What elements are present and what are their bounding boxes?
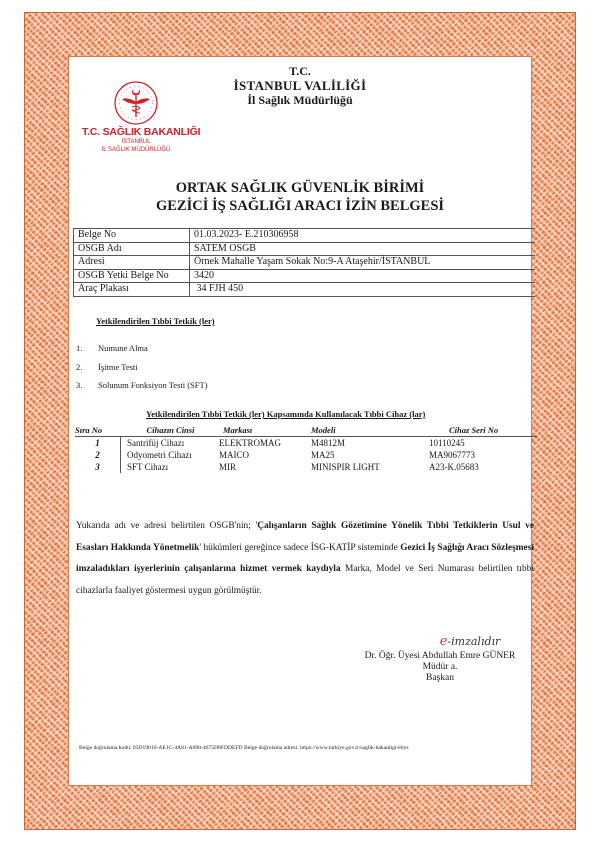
header-directorate: İl Sağlık Müdürlüğü xyxy=(247,93,353,107)
approval-paragraph xyxy=(76,516,534,602)
list-label: Numune Alma xyxy=(98,343,148,353)
device-model: M4812M xyxy=(311,438,346,448)
device-model: MA25 xyxy=(311,450,335,460)
list-number: 1. xyxy=(76,343,83,353)
e-signature-mark xyxy=(390,636,550,647)
header-tc: T.C. xyxy=(289,64,311,78)
info-label: Adresi xyxy=(74,256,190,270)
list-item xyxy=(76,339,208,358)
device-serial: A23-K.05683 xyxy=(429,462,479,472)
column-header: Cihaz Seri No xyxy=(429,424,537,437)
table-row xyxy=(74,269,536,283)
tests-list xyxy=(76,339,208,395)
table-row xyxy=(74,242,536,256)
info-value: 3420 xyxy=(190,269,536,283)
device-type: SFT Cihazı xyxy=(127,462,169,472)
condition-text: Gezici İş Sağlığı Aracı Sözleşmesi imzaladıkları işyerlerinin çalışanlarına hizmet vermek kaydıyla xyxy=(76,542,534,574)
e-signature-icon: e xyxy=(439,634,448,649)
signature-block xyxy=(330,636,550,684)
device-brand: MAICO xyxy=(219,450,250,460)
info-value: 01.03.2023- E.210306958 xyxy=(190,229,536,243)
devices-header-row xyxy=(75,424,537,437)
list-number: 3. xyxy=(76,380,83,390)
column-header: Modeli xyxy=(311,424,429,437)
tests-section-title: Yetkilendirilen Tıbbi Tetkik (ler) xyxy=(96,316,215,326)
info-value: 34 FJH 450 xyxy=(190,283,536,297)
paragraph-text: Yukarıda adı ve adresi belirtilen OSGB'nin; ' xyxy=(76,521,258,531)
device-type: Odyometri Cihazı xyxy=(127,450,192,460)
table-row xyxy=(75,461,537,473)
info-value: Örnek Mahalle Yaşam Sokak No:9-A Ataşehir/İSTANBUL xyxy=(190,256,536,270)
signatory-role: Müdür a. xyxy=(422,662,458,672)
devices-section-title: Yetkilendirilen Tıbbi Tetkik (ler) Kapsamında Kullanılacak Tıbbi Cihaz (lar) xyxy=(146,409,426,419)
list-item xyxy=(76,358,208,377)
device-index: 2 xyxy=(75,449,121,461)
device-brand: MIR xyxy=(219,462,237,472)
device-serial: MA9067773 xyxy=(429,450,476,460)
paragraph-text: ' hükümleri gereğince sadece İSG-KATİP sisteminde xyxy=(199,542,401,553)
signatory-title: Başkan xyxy=(426,673,454,683)
table-row xyxy=(74,229,536,243)
logo-subtitle-directorate: İL SAĞLIK MÜDÜRLÜĞÜ xyxy=(101,147,171,153)
paragraph-text: Marka, Model ve Seri Numarası belirtilen tıbbi cihazlarla faaliyet göstermesi uygun görülmüştür. xyxy=(76,564,534,596)
info-label: OSGB Yetki Belge No xyxy=(74,269,190,283)
info-label: Araç Plakası xyxy=(74,283,190,297)
verification-footer: Belge doğrulama kodu: 05D19016-AE1C-4A81-A090-4675D8FDDEFD Belge doğrulama adresi: https://www.turkiye.gov.tr/saglik-bakanligi-ebys xyxy=(79,745,409,751)
device-model: MINISPIR LIGHT xyxy=(311,462,380,472)
column-header: Cihazın Cinsi xyxy=(121,424,220,437)
regulation-name: Çalışanların Sağlık Gözetimine Yönelik Tıbbi Tetkiklerin Usul ve Esasları Hakkında Yönetmelik xyxy=(76,521,534,553)
column-header: Markası xyxy=(219,424,311,437)
devices-table xyxy=(75,424,537,473)
device-type: Santrifüj Cihazı xyxy=(127,438,185,448)
table-row xyxy=(75,449,537,461)
device-index: 1 xyxy=(75,437,121,450)
logo-subtitle-city: İSTANBUL xyxy=(121,139,151,145)
column-header: Sıra No xyxy=(75,424,121,437)
device-brand: ELEKTROMAG xyxy=(219,438,281,448)
info-label: Belge No xyxy=(74,229,190,243)
e-signature-text: -imzalıdır xyxy=(447,635,501,648)
info-table xyxy=(73,228,535,297)
table-row xyxy=(74,283,536,297)
document-title-line1: ORTAK SAĞLIK GÜVENLİK BİRİMİ xyxy=(175,180,425,196)
device-serial: 10110245 xyxy=(429,438,465,448)
document-title-line2: GEZİCİ İŞ SAĞLIĞI ARACI İZİN BELGESİ xyxy=(155,198,445,214)
list-label: İşitme Testi xyxy=(98,361,138,372)
header-governorship: İSTANBUL VALİLİĞİ xyxy=(233,78,367,93)
list-item xyxy=(76,376,208,395)
table-row xyxy=(74,256,536,270)
signatory-name: Dr. Öğr. Üyesi Abdullah Emre GÜNER xyxy=(364,651,516,661)
device-index: 3 xyxy=(75,461,121,473)
table-row xyxy=(75,437,537,450)
info-label: OSGB Adı xyxy=(74,242,190,256)
logo-title: T.C. SAĞLIK BAKANLIĞI xyxy=(82,126,201,138)
info-value: SATEM OSGB xyxy=(190,242,536,256)
list-number: 2. xyxy=(76,361,83,372)
list-label: Solunum Fonksiyon Testi (SFT) xyxy=(98,380,208,390)
